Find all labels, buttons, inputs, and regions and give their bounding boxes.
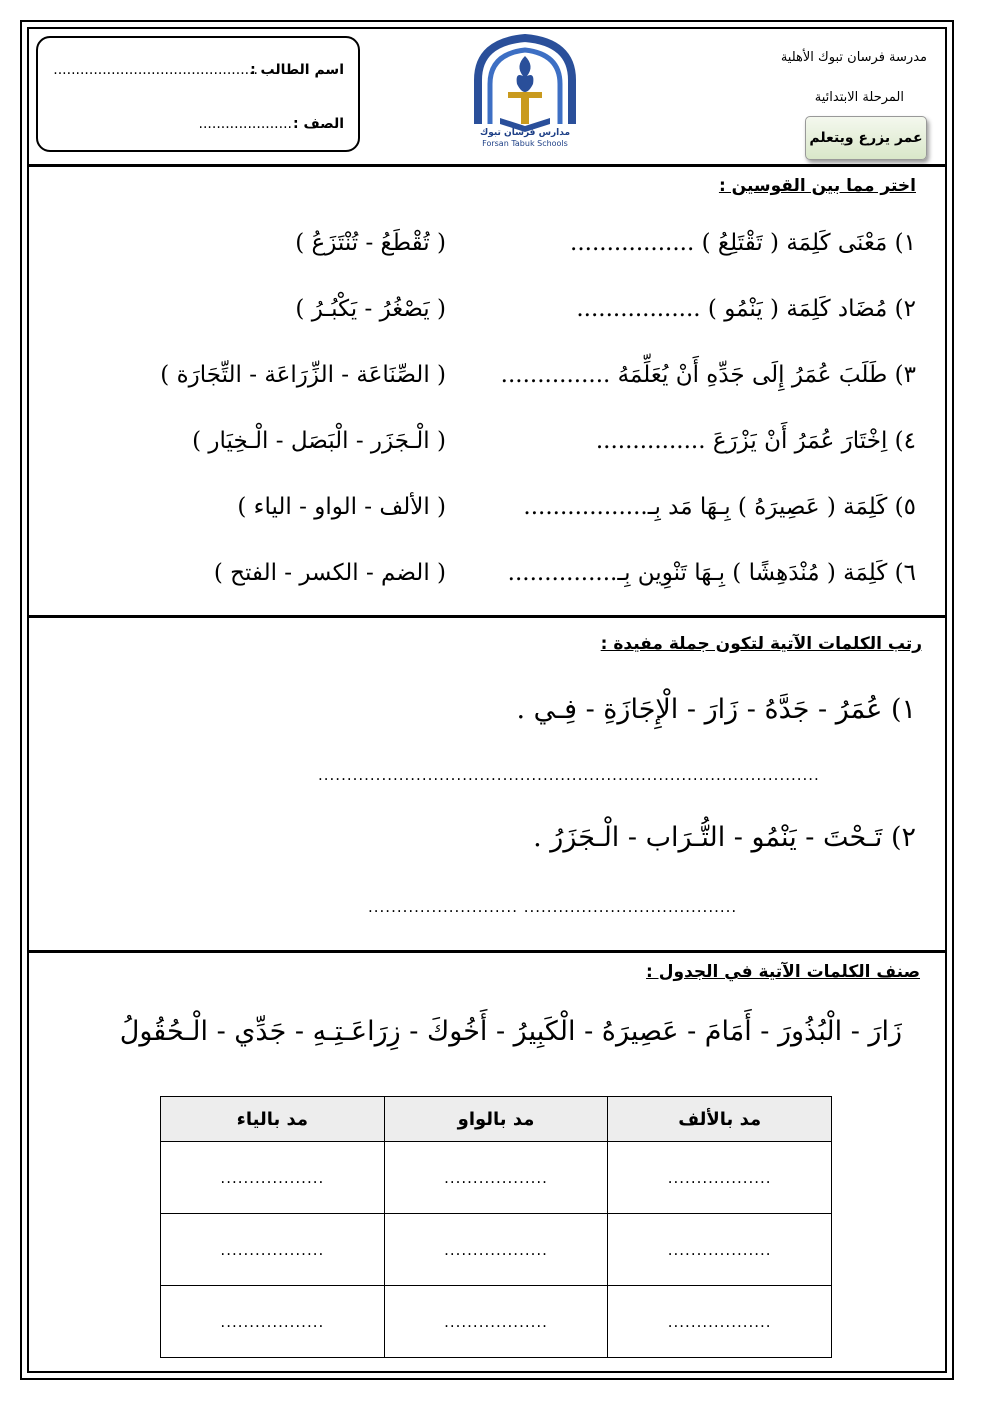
table-row xyxy=(161,1142,832,1214)
student-info-box xyxy=(36,36,360,152)
question-6-text: ٦) كَلِمَة ( مُنْدَهِشًا ) بِـهَا تَنْوِين بِـ............... xyxy=(507,560,916,586)
section1-heading: اختر مما بين القوسين : xyxy=(718,176,916,196)
logo-text-ar: مدارس فرسان تبوك xyxy=(479,128,571,138)
header-alif-column: مد بالألف xyxy=(608,1097,832,1142)
question-3-choices[interactable]: ( الصِّنَاعَة - الزِّرَاعَة - التِّجَارَة ) xyxy=(160,362,446,388)
question-5-text: ٥) كَلِمَة ( عَصِيرَهُ ) بِـهَا مَد بِـ................. xyxy=(523,494,916,520)
divider-section2 xyxy=(27,950,947,953)
classify-word-list: زَارَ - الْبُذُورَ - أَمَامَ - عَصِيرَهُ - الْكَبِيرُ - أَخُوكَ - زِرَاعَـتِـهِ - جَدِّي - الْـحُقُولُ xyxy=(119,1016,902,1047)
reorder-item-2-answer-line[interactable]: .......................... ..................................... xyxy=(368,898,738,916)
student-name-label: اسم الطالب : xyxy=(250,62,344,78)
divider-section1 xyxy=(27,615,947,618)
question-4-choices[interactable]: ( الْـجَزَر - الْبَصَل - الْـخِيَار ) xyxy=(192,428,446,454)
class-label: الصف : xyxy=(293,116,344,132)
table-row xyxy=(161,1214,832,1286)
table-cell[interactable]: .................. xyxy=(608,1286,832,1358)
header-ya-column: مد بالياء xyxy=(161,1097,385,1142)
section3-heading: صنف الكلمات الآتية في الجدول : xyxy=(646,962,920,982)
question-2-choices[interactable]: ( يَصْغُرُ - يَكْبُـرُ ) xyxy=(295,296,446,322)
question-2-text: ٢) مُضَاد كَلِمَة ( يَنْمُو ) ................. xyxy=(576,296,916,322)
table-cell[interactable]: .................. xyxy=(161,1286,385,1358)
table-cell[interactable]: .................. xyxy=(384,1142,608,1214)
logo-text-en: Forsan Tabuk Schools xyxy=(482,139,568,148)
table-row xyxy=(161,1286,832,1358)
question-1-text: ١) مَعْنَى كَلِمَة ( تَقْتَلِعُ ) ................. xyxy=(570,230,916,256)
classification-table xyxy=(160,1096,832,1358)
question-6-choices[interactable]: ( الضم - الكسر - الفتح ) xyxy=(213,560,446,586)
section2-heading: رتب الكلمات الآتية لتكون جملة مفيدة : xyxy=(600,634,922,654)
question-5-choices[interactable]: ( الألف - الواو - الياء ) xyxy=(237,494,446,520)
lesson-title-badge: عمر يزرع ويتعلم xyxy=(805,116,927,160)
table-cell[interactable]: .................. xyxy=(161,1142,385,1214)
class-field[interactable]: ..................... xyxy=(198,116,292,132)
table-cell[interactable]: .................. xyxy=(384,1214,608,1286)
reorder-item-1-words: ١) عُمَرُ - جَدَّهُ - زَارَ - الْإِجَازَةِ - فِـي . xyxy=(516,694,916,725)
question-4-text: ٤) اِخْتَارَ عُمَرُ أَنْ يَزْرَعَ ............... xyxy=(595,428,916,454)
table-cell[interactable]: .................. xyxy=(608,1214,832,1286)
table-cell[interactable]: .................. xyxy=(384,1286,608,1358)
table-cell[interactable]: .................. xyxy=(161,1214,385,1286)
header-waw-column: مد بالواو xyxy=(384,1097,608,1142)
table-cell[interactable]: .................. xyxy=(608,1142,832,1214)
question-3-text: ٣) طَلَبَ عُمَرُ إِلَى جَدِّهِ أَنْ يُعَلِّمَهُ ............... xyxy=(500,362,916,388)
divider-header xyxy=(27,164,947,167)
student-name-field[interactable]: .............................................. xyxy=(53,62,258,78)
school-logo xyxy=(470,34,580,150)
school-name: مدرسة فرسان تبوك الأهلية xyxy=(780,50,927,65)
question-1-choices[interactable]: ( تُقْطَعُ - تُنْتَزَعُ ) xyxy=(295,230,446,256)
reorder-item-1-answer-line[interactable]: ....................................................................................... xyxy=(318,766,820,784)
reorder-item-2-words: ٢) تَـحْتَ - يَنْمُو - التُّـرَاب - الْـجَزَرُ . xyxy=(533,822,916,853)
table-header-row xyxy=(161,1097,832,1142)
stage-label: المرحلة الابتدائية xyxy=(814,90,904,105)
